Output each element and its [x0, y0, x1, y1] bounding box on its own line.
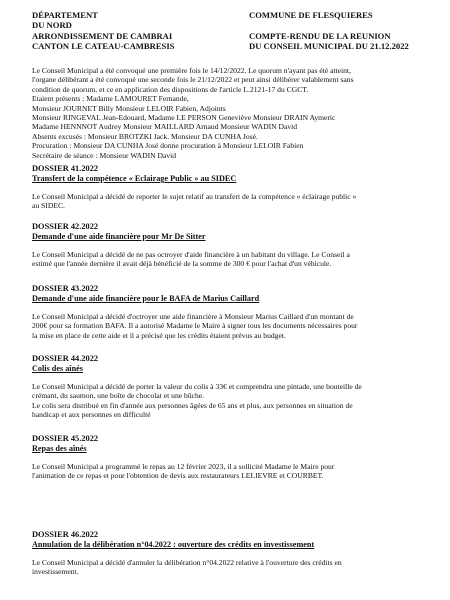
dossier-section — [32, 222, 436, 269]
dossier-text-line: handicap et aux personnes en difficulté — [32, 410, 151, 420]
dossier-text-line: estimé que l'année dernière il avait déjà bénéficié de la somme de 300 € pour l'achat d'un véhicule. — [32, 259, 332, 269]
dossier-text — [32, 382, 436, 420]
dossier-section — [32, 164, 436, 211]
department-line: DÉPARTEMENT — [32, 10, 98, 20]
dossier-text — [32, 250, 436, 269]
dossier-section — [32, 434, 436, 481]
dossier-subject: Colis des aînés — [32, 364, 83, 373]
department-block — [32, 10, 232, 52]
report-title: COMPTE-RENDU DE LA REUNION — [249, 30, 391, 41]
dossier-text-line: 200€ pour sa formation BAFA. Il a autorisé Madame le Maire à signer tous les documents nécessaires pour — [32, 321, 358, 331]
department-line: DU NORD — [32, 20, 72, 31]
dossier-subject: Demande d'une aide financière pour Mr De Sitter — [32, 232, 206, 241]
department-line: ARRONDISSEMENT DE CAMBRAI — [32, 30, 173, 41]
dossier-section — [32, 354, 436, 420]
attendees-line: Madame HENNNOT Audrey Monsieur MAILLARD Arnaud Monsieur WADIN David — [32, 122, 298, 132]
commune-block — [249, 10, 450, 52]
attendees-present: Etaient présents : Madame LAMOURET Fernande, — [32, 94, 189, 104]
dossier-text-line: Le colis sera distribué en fin d'année aux personnes âgées de 65 ans et plus, aux personnes en situation de — [32, 400, 353, 410]
dossier-section — [32, 284, 436, 340]
secretary-line: Secrétaire de séance : Monsieur WADIN David — [32, 150, 177, 160]
attendees-line: Monsieur RINGEVAL Jean-Edouard, Madame LE PERSON Geneviève Monsieur DRAIN Aymeric — [32, 113, 336, 123]
dossier-text-line: au SIDEC. — [32, 201, 65, 211]
dossier-number: DOSSIER 46.2022 — [32, 530, 99, 539]
dossier-subject: Demande d'une aide financière pour le BAFA de Marius Caillard — [32, 294, 260, 303]
dossier-text-line: Le Conseil Municipal a décidé d'annuler la délibération n°04.2022 relative à l'ouverture des crédits en — [32, 558, 342, 567]
dossier-text-line: Le Conseil Municipal a programmé le repas au 12 février 2023, il a sollicité Madame le Maire pour — [32, 462, 335, 471]
dossier-text-line: crémant, du saumon, une boîte de chocolat et une bûche. — [32, 391, 205, 401]
intro-paragraph — [32, 66, 436, 160]
dossier-text-line: investissement. — [32, 567, 79, 577]
commune-name: COMMUNE DE FLESQUIERES — [249, 10, 373, 20]
intro-line: l'organe délibérant a été convoqué une seconde fois le 21/12/2022 et peut ainsi délibérer valablement sans — [32, 75, 354, 85]
intro-line: condition de quorum, et ce en application des dispositions de l'article L.2121-17 du CGCT. — [32, 84, 309, 94]
document-header — [32, 10, 432, 62]
dossier-number: DOSSIER 44.2022 — [32, 354, 99, 363]
dossier-text-line: Le Conseil Municipal a décidé de ne pas octroyer d'aide financière à un habitant du village. Le Conseil a — [32, 250, 350, 259]
dossier-text — [32, 312, 436, 340]
dossier-number: DOSSIER 43.2022 — [32, 284, 99, 293]
attendees-line: Monsieur JOURNET Billy Monsieur LELOIR Fabien, Adjoints — [32, 103, 226, 113]
department-line: CANTON LE CATEAU-CAMBRESIS — [32, 41, 175, 52]
dossier-text — [32, 558, 436, 577]
dossier-text-line: l'animation de ce repas et pour l'obtention de devis aux restaurateurs LELIEVRE et COURBET. — [32, 471, 324, 481]
intro-line: Le Conseil Municipal a été convoqué une première fois le 14/12/2022. Le quorum n'ayant pas été atteint, — [32, 66, 351, 75]
dossier-text-line: la mise en place de cette aide et il a précisé que les crédits étaient prévus au budget. — [32, 330, 286, 340]
dossier-text-line: Le Conseil Municipal a décidé de porter la valeur du colis à 33€ et comprendra une pintade, une bouteille de — [32, 382, 362, 391]
proxy-line: Procuration : Monsieur DA CUNHA José donne procuration à Monsieur LELOIR Fabien — [32, 141, 304, 151]
dossier-subject: Annulation de la délibération n°04.2022 : ouverture des crédits en investissement — [32, 540, 315, 549]
report-date: DU CONSEIL MUNICIPAL DU 21.12.2022 — [249, 41, 409, 52]
dossier-number: DOSSIER 41.2022 — [32, 164, 99, 173]
dossier-text — [32, 462, 436, 481]
dossier-text-line: Le Conseil Municipal a décidé de reporter le sujet relatif au transfert de la compétence « éclairage public » — [32, 192, 357, 201]
dossier-subject: Transfert de la compétence « Eclairage Public » au SIDEC — [32, 174, 237, 183]
dossier-text-line: Le Conseil Municipal a décidé d'octroyer une aide financière à Monsieur Marius Caillard d'un montant de — [32, 312, 354, 321]
absentees-line: Absents excusés : Monsieur BROTZKI Jack. Monsieur DA CUNHA José. — [32, 131, 258, 141]
dossier-number: DOSSIER 45.2022 — [32, 434, 99, 443]
dossier-number: DOSSIER 42.2022 — [32, 222, 99, 231]
dossier-text — [32, 192, 436, 211]
dossier-subject: Repas des aînés — [32, 444, 87, 453]
dossier-section — [32, 530, 436, 577]
